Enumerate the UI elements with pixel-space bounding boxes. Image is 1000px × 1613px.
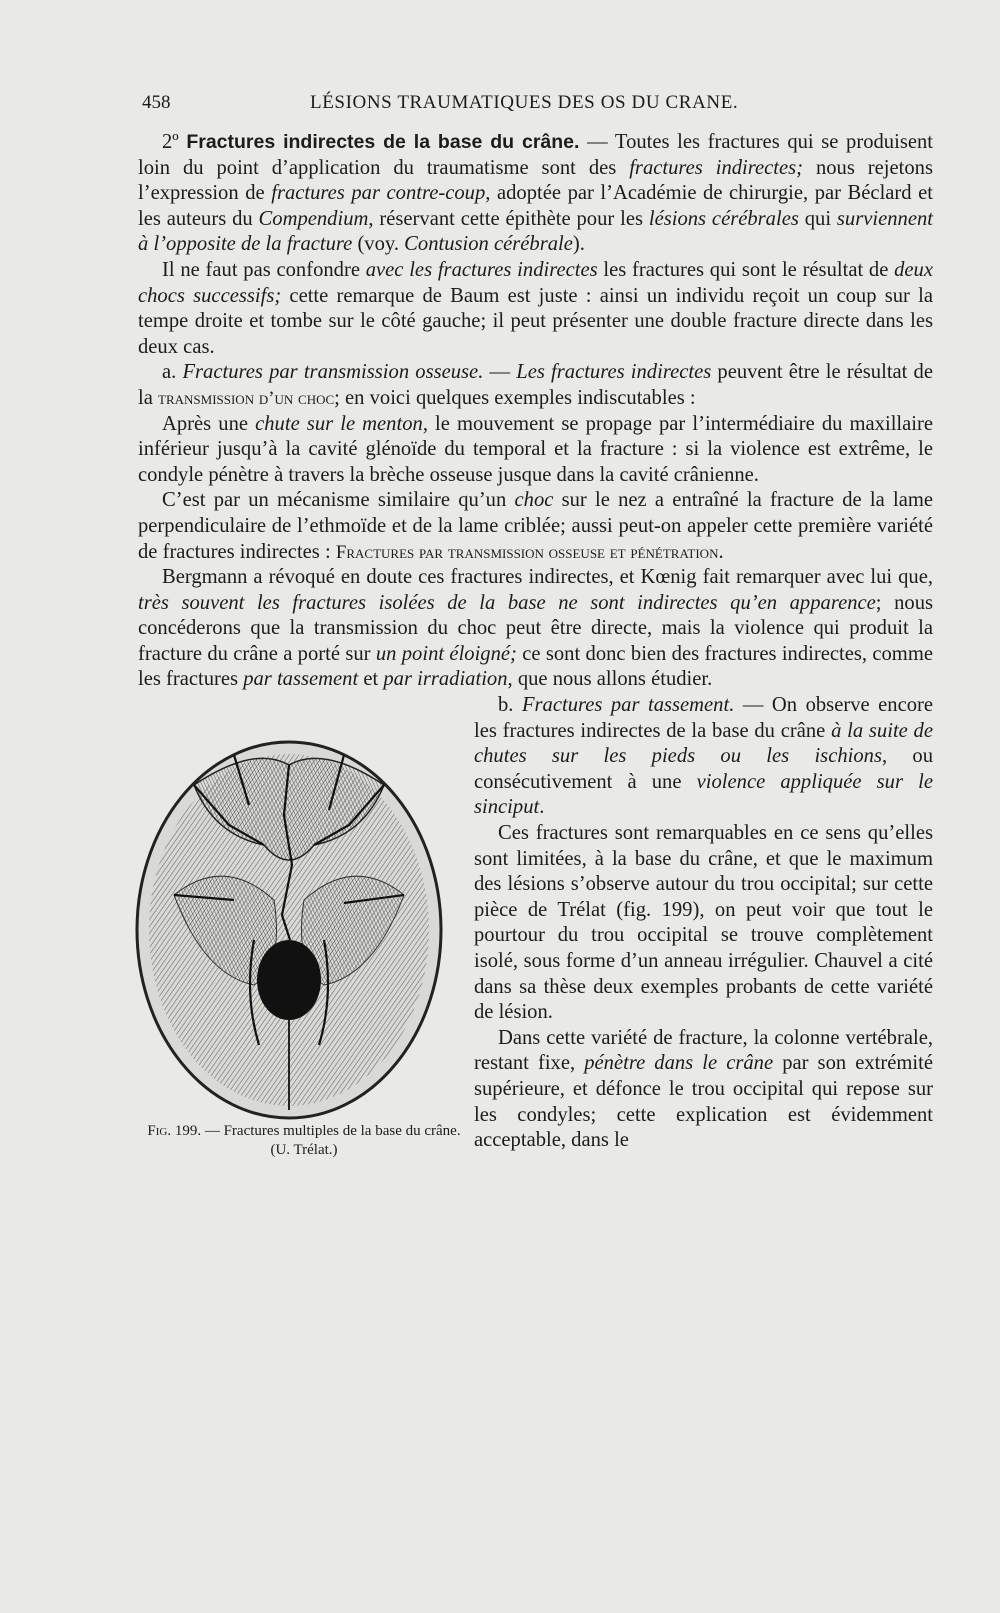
- italic-run: par tassement: [243, 668, 359, 691]
- italic-run: pénètre dans le crâne: [584, 1052, 774, 1075]
- text-run: sur le nez a entraîné la fracture de la lame perpendiculaire de l’ethmoïde et de la lame criblée; aussi peut-on appeler cette première variété de fractures indirectes :: [138, 489, 933, 563]
- figure-199: [134, 697, 474, 1287]
- text-run: Après une: [162, 412, 256, 435]
- text-run: qui: [798, 207, 837, 230]
- italic-run: Compendium: [258, 207, 369, 230]
- text-run: nous rejetons l’expression de: [138, 156, 933, 205]
- text-run: ; en voici quelques exemples indiscutables :: [334, 386, 696, 409]
- text-run: —: [483, 361, 517, 384]
- italic-run: un point éloigné;: [375, 642, 517, 665]
- running-head: [0, 92, 1000, 122]
- italic-run: violence appliquée sur le sinciput: [474, 770, 933, 819]
- text-run: , ou consécutivement à une: [474, 745, 933, 793]
- small-caps-run: Fractures par transmission osseuse et pénétration: [335, 541, 719, 563]
- italic-run: deux chocs successifs;: [138, 258, 933, 307]
- text-run: (voy.: [352, 233, 405, 256]
- text-run: par son extrémité supérieure, et défonce le trou occipital qui repose sur les condyles; cette explication est évidemment acceptable, dans le: [474, 1052, 934, 1152]
- italic-run: à la suite de chutes sur les pieds ou les ischions: [474, 719, 933, 768]
- italic-run: chute sur le menton: [255, 412, 423, 435]
- text-run: — On observe encore les fractures indirectes de la base du crâne: [474, 694, 933, 742]
- text-run: ce sont donc bien des fractures indirectes, comme les fractures: [138, 642, 933, 691]
- text-run: ; nous concéderons que la transmission du choc peut être directe, mais la violence qui produit la fracture du crâne a porté sur: [138, 591, 934, 665]
- skull-base-illustration: [134, 725, 464, 1125]
- small-caps-run: transmission d’un choc: [158, 387, 335, 409]
- text-run: et: [358, 668, 384, 691]
- paragraph-indirect-fractures: [138, 130, 933, 258]
- italic-run: par irradiation: [383, 668, 508, 691]
- italic-run: lésions cérébrales: [648, 207, 799, 230]
- italic-run: Fractures par tassement.: [521, 694, 735, 717]
- paragraph-bergmann: [138, 565, 933, 693]
- figure-caption: [144, 1122, 464, 1160]
- italic-run: fractures indirectes;: [629, 156, 804, 179]
- text-run: Il ne faut pas confondre: [162, 258, 366, 281]
- italic-run: très souvent les fractures isolées de la base ne sont indirectes qu’en apparence: [138, 591, 876, 614]
- body-text: [138, 130, 933, 1287]
- running-title: LÉSIONS TRAUMATIQUES DES OS DU CRANE.: [310, 92, 739, 113]
- italic-run: fractures par contre-coup: [271, 182, 486, 205]
- paragraph-transmission: [138, 360, 933, 411]
- italic-run: avec les fractures indirectes: [365, 258, 598, 281]
- text-run: .: [718, 540, 724, 563]
- section-number: 2º: [162, 131, 179, 153]
- paragraph-successive-shocks: [138, 258, 933, 360]
- text-run: b.: [498, 694, 522, 717]
- italic-run: surviennent à l’opposite de la fracture: [138, 207, 933, 256]
- text-run: , que nous allons étudier.: [507, 668, 713, 691]
- paragraph-chin-fall: [138, 412, 933, 489]
- foramen-magnum: [257, 940, 321, 1020]
- page-number: 458: [142, 92, 171, 113]
- figure-caption-text: — Fractures multiples de la base du crâne. (U. Trélat.): [201, 1123, 461, 1159]
- italic-run: Contusion cérébrale: [404, 233, 573, 256]
- text-run: , le mouvement se propage par l’intermédiaire du maxillaire inférieur jusqu’à la cavité glénoïde du temporal et la fracture : si la violence est extrême, le condyle pénètre à travers la brèche osseuse jusque dans la cavité crânienne.: [138, 412, 934, 486]
- section-heading: Fractures indirectes de la base du crâne.: [186, 131, 580, 153]
- text-run: Bergmann a révoqué en doute ces fractures indirectes, et Kœnig fait remarquer avec lui que,: [162, 566, 933, 589]
- paragraph-similar-mechanism: [138, 488, 933, 565]
- text-run: , adoptée par l’Académie de chirurgie, par Béclard et les auteurs du: [138, 182, 934, 230]
- text-run: , réservant cette épithète pour les: [368, 207, 649, 230]
- text-run: cette remarque de Baum est juste : ainsi un individu reçoit un coup sur la tempe droite et tombe sur le côté gauche; il peut présenter une double fracture directe dans les deux cas.: [138, 284, 933, 358]
- text-run: ).: [572, 233, 585, 256]
- text-run: peuvent être le résultat de la: [138, 361, 933, 409]
- text-run: .: [539, 796, 545, 819]
- text-run: C’est par un mécanisme similaire qu’un: [162, 489, 515, 512]
- text-run: Dans cette variété de fracture, la colonne vertébrale, restant fixe,: [474, 1026, 933, 1075]
- text-run: a.: [162, 361, 183, 384]
- italic-run: choc: [514, 489, 554, 512]
- italic-run: Les fractures indirectes: [516, 361, 712, 384]
- text-run: — Toutes les fractures qui se produisent loin du point d’application du traumatisme sont des: [138, 131, 933, 179]
- text-run: les fractures qui sont le résultat de: [597, 258, 895, 281]
- text-run: Ces fractures sont remarquables en ce sens qu’elles sont limitées, à la base du crâne, et que le maximum des lésions s’observe autour du trou occipital; sur cette pièce de Trélat (fig. 199), on peut voir que tout le pourtour du trou occipital se trouve complètement isolé, sous forme d’un anneau irrégulier. Chauvel a cité dans sa thèse deux exemples probants de cette variété de lésion.: [474, 822, 933, 1024]
- italic-run: Fractures par transmission osseuse.: [182, 361, 484, 384]
- figure-label: Fig. 199.: [147, 1123, 202, 1140]
